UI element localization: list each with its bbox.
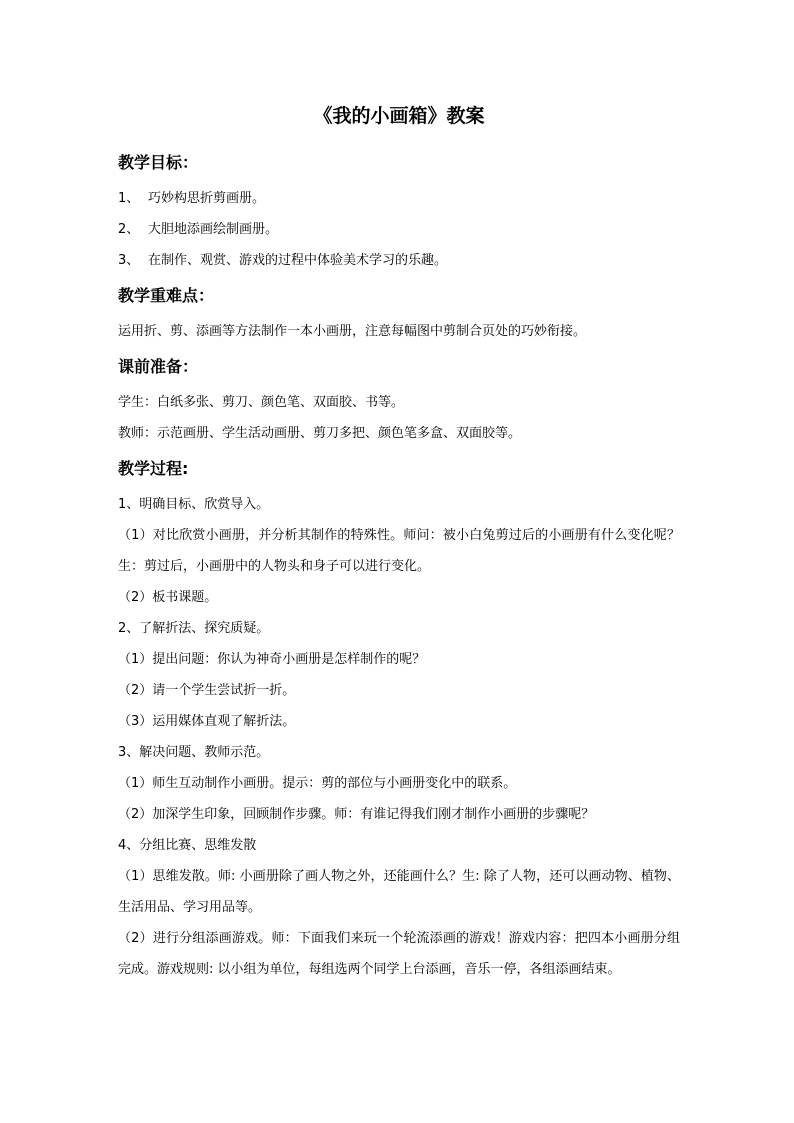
goal-number: 2、 bbox=[118, 222, 140, 237]
process-step: 4、分组比赛、思维发散 bbox=[118, 838, 257, 853]
section-heading-process: 教学过程: bbox=[118, 459, 189, 478]
goal-text: 大胆地添画绘制画册。 bbox=[148, 222, 279, 237]
section-heading-goals: 教学目标： bbox=[118, 153, 199, 172]
process-step: （2）加深学生印象，回顾制作步骤。师：有谁记得我们刚才制作小画册的步骤呢？ bbox=[118, 807, 595, 822]
document-page bbox=[118, 0, 680, 1123]
section-heading-preparation: 课前准备： bbox=[118, 357, 199, 376]
process-step: （1）师生互动制作小画册。提示：剪的部位与小画册变化中的联系。 bbox=[118, 776, 517, 791]
process-step: （1）思维发散。师: 小画册除了画人物之外，还能画什么？生: 除了人物，还可以画动物、植物、生活用品、学习用品等。 bbox=[118, 869, 680, 915]
goal-text: 在制作、观赏、游戏的过程中体验美术学习的乐趣。 bbox=[148, 253, 448, 268]
process-step: （1）对比欣赏小画册，并分析其制作的特殊性。师问：被小白兔剪过后的小画册有什么变化呢？生：剪过后，小画册中的人物头和身子可以进行变化。 bbox=[118, 528, 680, 574]
process-step: 2、了解折法、探究质疑。 bbox=[118, 621, 270, 636]
goal-number: 1、 bbox=[118, 191, 140, 206]
process-step: （2）请一个学生尝试折一折。 bbox=[118, 683, 296, 698]
process-step: 1、明确目标、欣赏导入。 bbox=[118, 497, 270, 512]
goal-text: 巧妙构思折剪画册。 bbox=[148, 191, 266, 206]
goal-number: 3、 bbox=[118, 253, 140, 268]
preparation-teacher: 教师：示范画册、学生活动画册、剪刀多把、颜色笔多盒、双面胶等。 bbox=[118, 426, 522, 441]
document-body bbox=[118, 143, 680, 985]
section-heading-key-points: 教学重难点： bbox=[118, 286, 215, 305]
goal-item bbox=[118, 183, 680, 214]
process-step: （2）板书课题。 bbox=[118, 590, 218, 605]
goal-item bbox=[118, 214, 680, 245]
document-title: 《我的小画箱》教案 bbox=[313, 105, 485, 127]
key-points-text: 运用折、剪、添画等方法制作一本小画册，注意每幅图中剪制合页处的巧妙衔接。 bbox=[118, 324, 587, 339]
process-step: （2）进行分组添画游戏。师：下面我们来玩一个轮流添画的游戏！游戏内容：把四本小画册分组完成。游戏规则: 以小组为单位，每组选两个同学上台添画，音乐一停，各组添画结束。 bbox=[118, 931, 680, 977]
process-step: （1）提出问题：你认为神奇小画册是怎样制作的呢？ bbox=[118, 652, 426, 667]
goal-item bbox=[118, 245, 680, 276]
preparation-student: 学生：白纸多张、剪刀、颜色笔、双面胶、书等。 bbox=[118, 395, 405, 410]
process-step: 3、解决问题、教师示范。 bbox=[118, 745, 270, 760]
process-step: （3）运用媒体直观了解折法。 bbox=[118, 714, 296, 729]
